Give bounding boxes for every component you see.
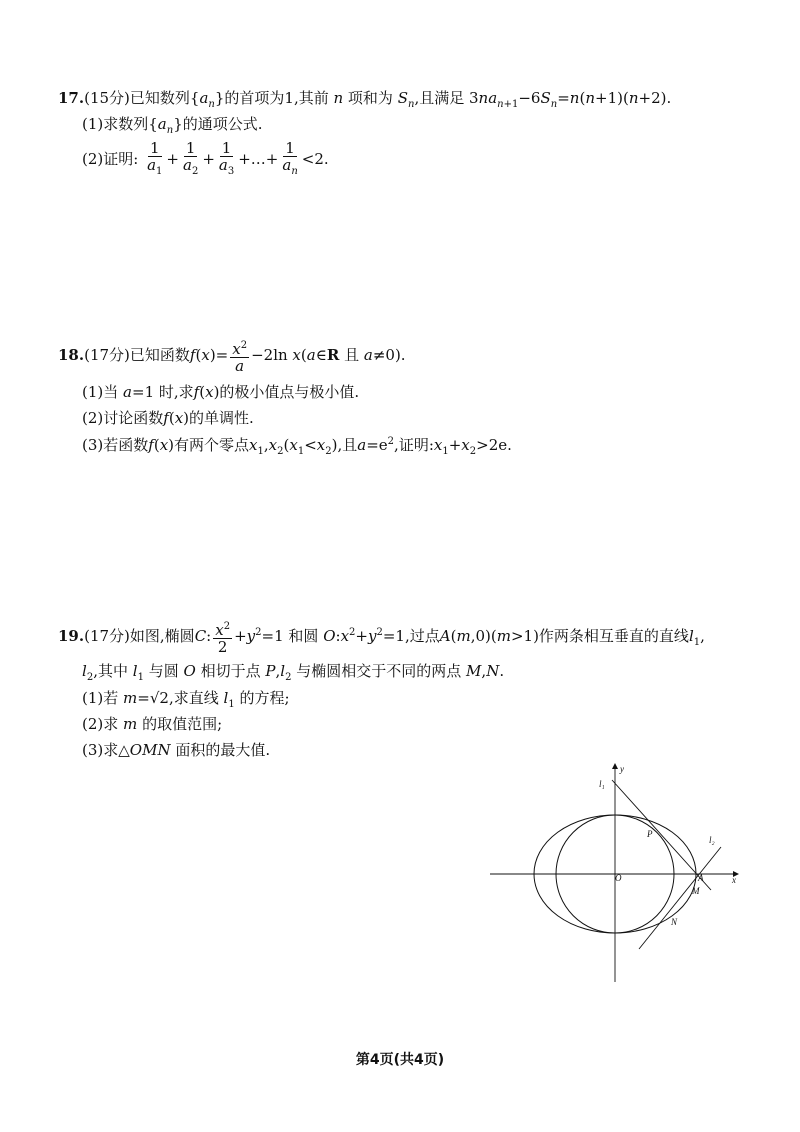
label-n: N: [671, 917, 678, 927]
problem-18-part-1: (1)当 a=1 时,求f(x)的极小值点与极小值.: [82, 383, 360, 401]
problem-17-condition: $3na_{n+1}-6S_n=n(n+1)(n+2)$: [469, 89, 667, 110]
label-p: P: [647, 829, 653, 839]
label-l1: l₁: [599, 779, 605, 789]
problem-17-part-1: (1)求数列$\{a_n\}$的通项公式.: [82, 115, 263, 136]
problem-19-part-3: (3)求△OMN 面积的最大值.: [82, 741, 271, 759]
problem-17-part-2: (2)证明: $\frac{1}{a_1}$ + $\frac{1}{a_2}$ + $\frac{1}{a_3}$ +…+ $\frac{1}{a_n}$ <2.: [82, 139, 329, 177]
line-l1: [612, 780, 711, 890]
problem-19-stem: 19.(17分)如图,椭圆C: $\frac{x^2}{2}$ $+y^2=1$ 和圆 $O:x^2+y^2=1$,过点A(m,0)(m>1)作两条相互垂直的直线$l_1$,: [58, 621, 705, 656]
problem-19-stem-line-2: $l_2$,其中 $l_1$ 与圆 O 相切于点 $P,l_2$ 与椭圆相交于不同的两点 M,N.: [82, 662, 505, 683]
label-l2: l₂: [709, 835, 715, 845]
label-origin: O: [615, 873, 622, 883]
label-x: x: [732, 875, 736, 885]
label-m: M: [692, 886, 700, 896]
label-a: A: [698, 873, 704, 883]
problem-18-part-2: (2)讨论函数f(x)的单调性.: [82, 409, 254, 427]
page-footer: 第4页(共4页): [355, 1052, 445, 1068]
label-y: y: [620, 764, 624, 774]
line-l2: [639, 847, 721, 949]
problem-18-part-3: (3)若函数f(x)有两个零点$x_1,x_2(x_1<x_2)$,且$a=e^2$,证明$:x_1+x_2>2e$.: [82, 436, 512, 457]
problem-19-part-1: (1)若 m=√2,求直线 $l_1$ 的方程;: [82, 689, 290, 710]
problem-19-part-2: (2)求 m 的取值范围;: [82, 715, 223, 733]
problem-18-stem: 18.(17分)已知函数f(x)= $\frac{x^2}{a}$ −2ln x(a∈R 且 a≠0).: [58, 340, 406, 375]
problem-17-stem: 17.(15分)已知数列$\{a_n\}$的首项为1,其前 n 项和为 $S_n$,且满足 $3na_{n+1}-6S_n=n(n+1)(n+2)$.: [58, 89, 672, 110]
problem-19-figure: [485, 757, 745, 987]
y-axis-arrow-icon: [612, 763, 618, 769]
